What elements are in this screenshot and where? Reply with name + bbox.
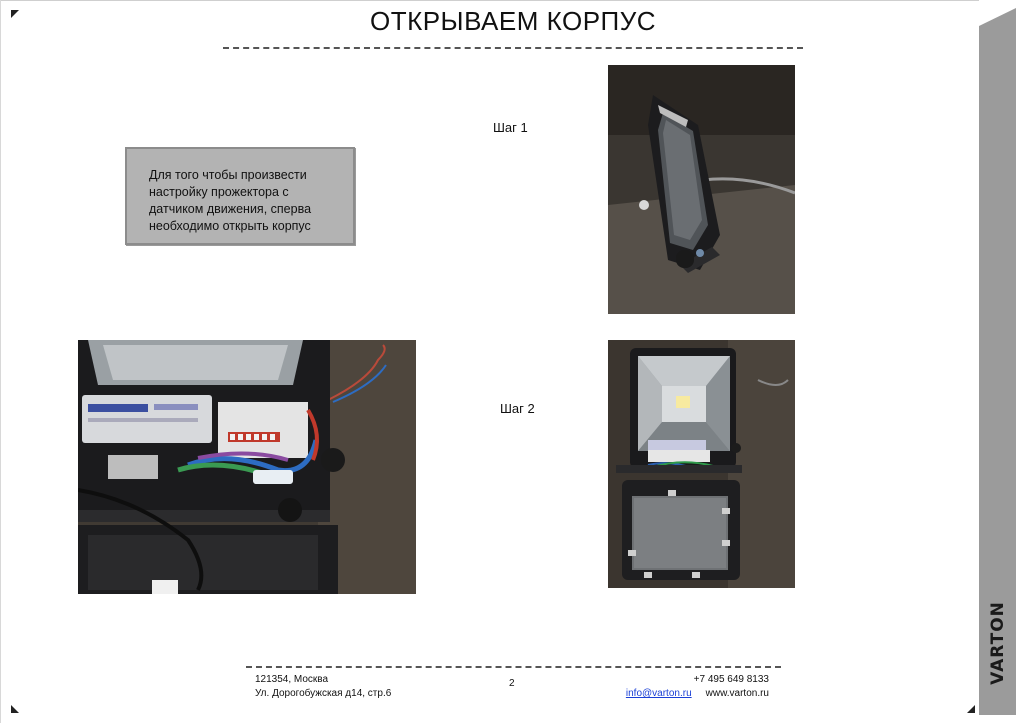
page-title: ОТКРЫВАЕМ КОРПУС: [369, 6, 657, 36]
photo-internal-wiring-closeup: [78, 340, 416, 594]
brand-logo: [975, 601, 1021, 685]
title-divider: [223, 47, 803, 49]
corner-mark-bottom-right: [967, 705, 975, 713]
sidebar-cut-corner: [979, 8, 1016, 26]
footer-address: [255, 673, 391, 701]
instruction-note: Для того чтобы произвести настройку прожектора с датчиком движения, сперва необходимо открыть корпус: [125, 147, 355, 245]
footer-divider: [246, 666, 781, 668]
corner-mark-bottom-left: [11, 705, 19, 713]
brand-name: VARTON: [988, 601, 1009, 685]
photo-step-2-opened-floodlight: [608, 340, 795, 588]
footer-contacts: [569, 673, 769, 701]
page-number: 2: [509, 678, 515, 689]
email-link[interactable]: info@varton.ru: [625, 688, 692, 699]
address-line-1: 121354, Москва: [255, 674, 329, 685]
website-text: www.varton.ru: [705, 688, 769, 699]
page-top-border: [1, 0, 979, 1]
phone-number: +7 495 649 8133: [693, 674, 769, 685]
corner-mark-top-left: [11, 10, 19, 18]
address-line-2: Ул. Дорогобужская д14, стр.6: [255, 688, 392, 699]
step-2-label: Шаг 2: [500, 401, 535, 416]
photo-step-1-closed-floodlight: [608, 65, 795, 314]
step-1-label: Шаг 1: [493, 120, 528, 135]
